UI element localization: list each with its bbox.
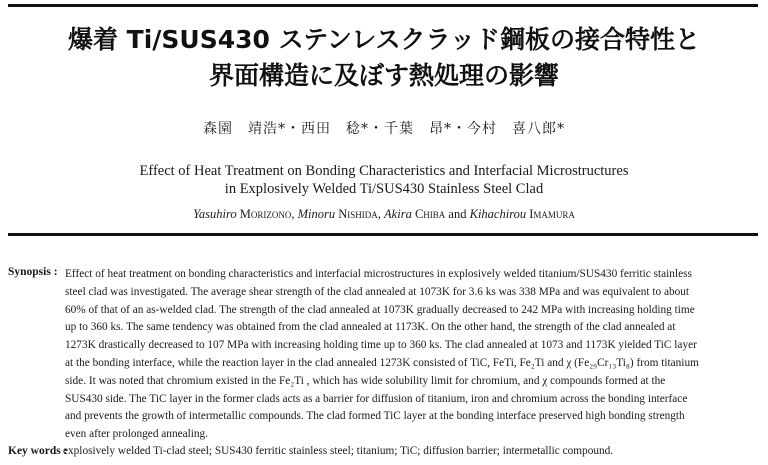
author-1-given: Yasuhiro — [193, 207, 237, 221]
english-title-line-1: Effect of Heat Treatment on Bonding Characteristics and Interfacial Microstructures — [139, 163, 629, 179]
synopsis-line: Effect of heat treatment on bonding characteristics and interfacial microstructures in explosively welded titanium/SUS430 ferritic stainless — [65, 268, 692, 280]
synopsis-line: steel clad was investigated. The average shear strength of the clad annealed at 1073K for 3.6 ks was 338 MPa and was equivalent to about — [65, 285, 690, 298]
keywords-text: explosively welded Ti-clad steel; SUS430 ferritic stainless steel; titanium; TiC; diffusion barrier; intermetallic compound. — [63, 445, 614, 457]
synopsis-line: 60% of that of an as-welded clad. The strength of the clad annealed at 1073K gradually decreased to 242 MPa with increasing holding time — [65, 303, 695, 316]
synopsis-line: side. It was noted that chromium existed in the Fe₂Ti , which has wide solubility limit for chromium, and χ compounds formed at the — [65, 374, 666, 387]
synopsis-body — [65, 266, 758, 444]
synopsis-line: even after prolonged annealing. — [65, 428, 209, 441]
synopsis-line: and prevents the growth of intermetallic compounds. The clad formed TiC layer at the bonding interface preserved high bonding strength — [65, 410, 685, 423]
author-1-family: Morizono — [239, 207, 292, 221]
japanese-authors: 森園 靖浩*・西田 稔*・千葉 昂*・今村 喜八郎* — [203, 121, 565, 137]
header-divider-rule — [8, 233, 758, 236]
synopsis-label: Synopsis : — [8, 266, 58, 278]
author-4-family: Imamura — [529, 207, 575, 221]
author-2-family: Nishida — [338, 207, 378, 221]
author-3-given: Akira — [384, 207, 412, 221]
synopsis-line: at the bonding interface, while the reaction layer in the clad annealed 1273K consisted of TiC, FeTi, Fe₂Ti and χ (Fe₂₉Cr₁₃Ti₈) from titanium — [65, 356, 699, 369]
author-3-family: Chiba — [414, 207, 446, 221]
author-conjunction: and — [448, 207, 467, 221]
english-authors: Yasuhiro Morizono, Minoru Nishida, Akira Chiba and Kihachirou Imamura — [193, 207, 575, 221]
keywords-label: Key words : — [8, 445, 68, 457]
synopsis-line: up to 360 ks. The same tendency was obtained from the clad annealed at 1173K. On the other hand, the strength of the clad annealed at — [65, 321, 676, 334]
japanese-title-line-2: 界面構造に及ぼす熱処理の影響 — [208, 61, 559, 90]
synopsis-line: 1273K drastically decreased to 107 MPa with increasing holding time up to 360 ks. The clad annealed at 1073 and 1173K yielded TiC layer — [65, 339, 697, 352]
english-title-line-2: in Explosively Welded Ti/SUS430 Stainless Steel Clad — [224, 181, 544, 197]
japanese-title-line-1: 爆着 Ti/SUS430 ステンレスクラッド鋼板の接合特性と — [67, 25, 701, 54]
top-rule — [8, 4, 758, 7]
synopsis-line: SUS430 side. The TiC layer in the former clads acts as a barrier for diffusion of titanium, iron and chromium across the bonding interface — [65, 392, 688, 405]
author-2-given: Minoru — [297, 207, 336, 221]
author-4-given: Kihachirou — [469, 207, 527, 221]
